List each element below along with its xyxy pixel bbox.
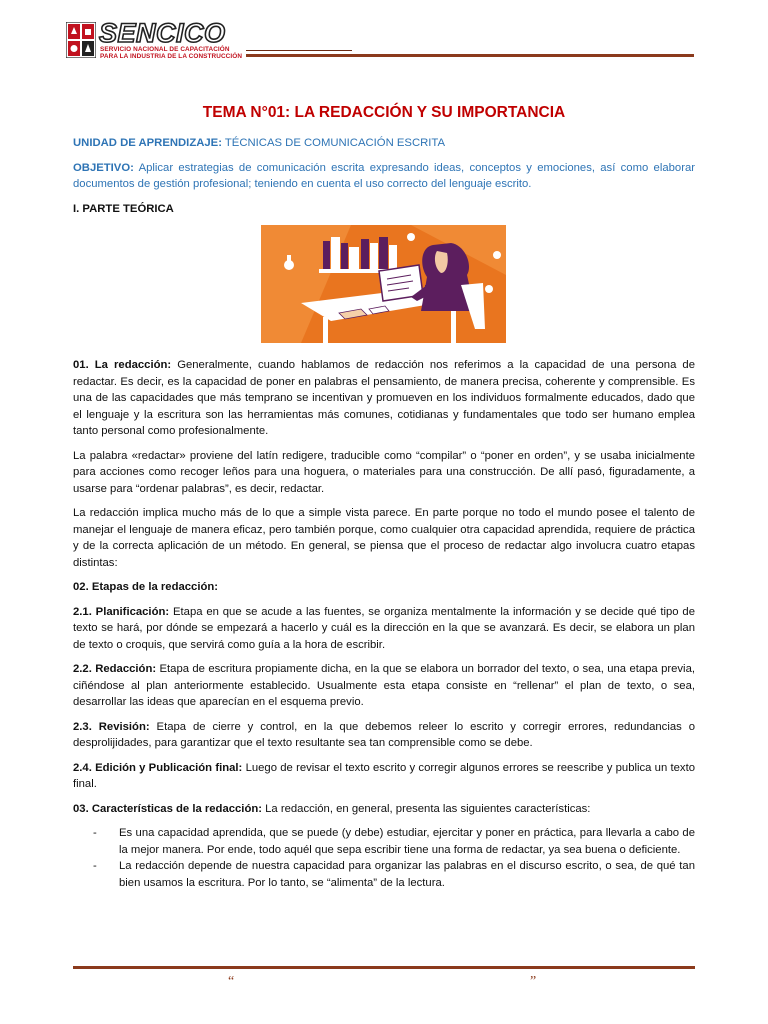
unidad-label: UNIDAD DE APRENDIZAJE:	[73, 137, 222, 149]
header-rule	[246, 54, 694, 57]
illustration-container	[73, 225, 695, 343]
list-item: - La redacción depende de nuestra capacidad para organizar las palabras en el discurso escrito, o sea, de qué tan bien usamos la escritura. Por lo tanto, se “alimenta” de la lectura.	[119, 858, 695, 891]
footer-quote-close: ”	[530, 974, 537, 989]
caracteristicas-text: La redacción, en general, presenta las siguientes características:	[262, 802, 591, 815]
unidad-value: TÉCNICAS DE COMUNICACIÓN ESCRITA	[224, 137, 446, 149]
redaccion-text: Generalmente, cuando hablamos de redacción nos referimos a la capacidad de una persona de redactar. Es decir, es la capacidad de poner en palabras el pensamiento, de manera precisa, coherente y comprensible. Es una de las capacidades que más temprano se incentivan y promueven en los individuos formalmente educados, dado que el lenguaje y la escritura son las herramientas más comunes, cotidianas y fundamentales que todo ser humano emplea tanto personal como profesionalmente.	[73, 359, 695, 437]
caracteristicas-list	[73, 825, 695, 891]
caracteristicas-lead: 03. Características de la redacción:	[73, 802, 263, 815]
sencico-emblem-icon	[66, 22, 96, 58]
planificacion-lead: 2.1. Planificación:	[73, 605, 170, 618]
writer-at-desk-illustration	[261, 225, 506, 343]
paragraph-redaccion	[73, 357, 695, 440]
edicion-text: Luego de revisar el texto escrito y corregir algunos errores se reescribe y publica un texto final.	[73, 761, 695, 790]
revision-text: Etapa de cierre y control, en la que debemos releer lo escrito y corregir errores, redundancias o desprolijidades, para garantizar que el texto resultante sea tan comprensible como se debe.	[73, 720, 695, 749]
etapa-redaccion-text: Etapa de escritura propiamente dicha, en la que se elabora un borrador del texto, o sea, una etapa previa, ciñéndose al plan anteriormente establecido. Usualmente esta etapa consiste en “rellenar” el plan de texto, o sea, desarrollar las ideas que aparecían en el esquema previo.	[73, 663, 695, 708]
etapa-redaccion-lead: 2.2. Redacción:	[73, 663, 157, 675]
etapa-edicion	[73, 760, 695, 793]
parte-teorica-heading: I. PARTE TEÓRICA	[73, 202, 174, 215]
redaccion-lead: 01. La redacción:	[73, 359, 172, 371]
paragraph-implica: La redacción implica mucho más de lo que a simple vista parece. En parte porque no todo el mundo posee el talento de manejar el lenguaje de manera eficaz, pero también porque, como cualquier otra capacidad aprendida, requiere de práctica y de la correcta aplicación de un método. En general, se piensa que el proceso de redactar algo involucra cuatro etapas distintas:	[73, 507, 695, 569]
objetivo-line	[73, 160, 695, 193]
header-rule-thin	[246, 50, 352, 51]
paragraph-caracteristicas	[73, 801, 695, 818]
objetivo-value: Aplicar estrategias de comunicación escrita expresando ideas, conceptos y emociones, así como elaborar documentos de gestión profesional; teniendo en cuenta el uso correcto del lenguaje escrito.	[73, 161, 696, 190]
footer-rule	[73, 966, 695, 969]
document-title: TEMA N°01: LA REDACCIÓN Y SU IMPORTANCIA	[202, 104, 566, 121]
etapa-redaccion	[73, 661, 695, 711]
paragraph-etimologia: La palabra «redactar» proviene del latín redigere, traducible como “compilar” o “poner en orden”, y se usaba inicialmente para acciones como recoger leños para una hoguera, o materiales para una construcción. De allí pasó, figuradamente, a usarse para “ordenar palabras”, es decir, redactar.	[73, 449, 695, 495]
edicion-lead: 2.4. Edición y Publicación final:	[73, 761, 243, 774]
list-item: - Es una capacidad aprendida, que se puede (y debe) estudiar, ejercitar y poner en práctica, para llevarla a cabo de la mejor manera. Por ende, todo aquél que sepa escribir tiene una forma de redactar, ya sea buena o deficiente.	[119, 825, 695, 858]
etapa-revision	[73, 719, 695, 752]
etapa-planificacion	[73, 604, 695, 654]
logo-subtitle-line2: PARA LA INDUSTRIA DE LA CONSTRUCCIÓN	[100, 53, 243, 60]
document-body	[73, 135, 695, 891]
etapas-heading: 02. Etapas de la redacción:	[73, 581, 219, 593]
planificacion-text: Etapa en que se acude a las fuentes, se organiza mentalmente la información y se decide qué tipo de texto se hará, por dónde se empezará a hacerlo y cuál es la dirección en la que se avanzará. Es decir, se elabora un plan de texto o croquis, que servirá como guía a la hora de escribir.	[73, 605, 695, 651]
footer-quote-open: “	[228, 974, 235, 989]
logo-subtitle-line1: SERVICIO NACIONAL DE CAPACITACIÓN	[100, 46, 230, 53]
unidad-line	[73, 135, 695, 152]
logo-wordmark: SENCICO	[99, 18, 226, 48]
revision-lead: 2.3. Revisión:	[73, 720, 150, 733]
objetivo-label: OBJETIVO:	[73, 161, 134, 174]
sencico-logo	[66, 18, 243, 60]
